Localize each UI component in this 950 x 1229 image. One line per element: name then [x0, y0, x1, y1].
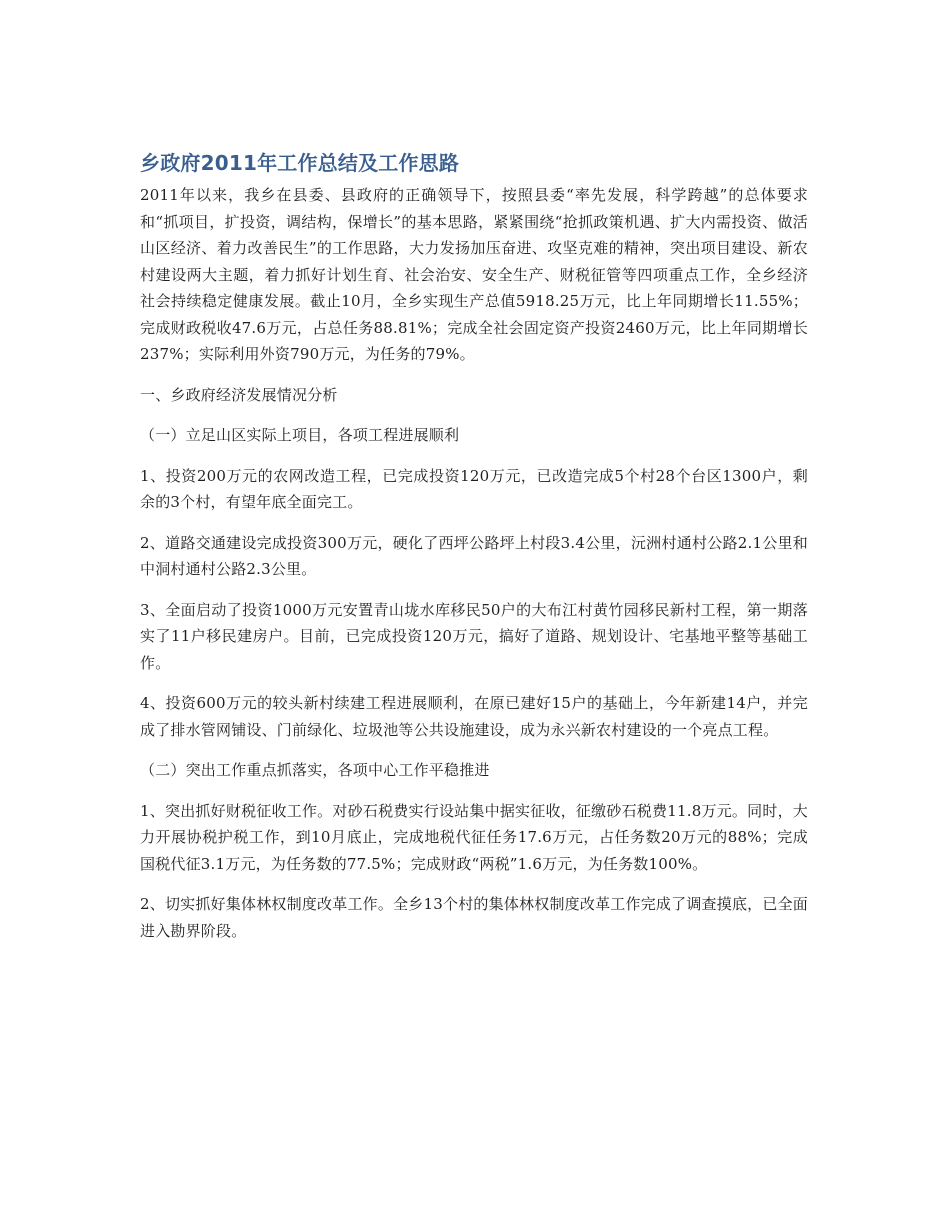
- list-item-resettlement: 3、全面启动了投资1000万元安置青山垅水库移民50户的大布江村黄竹园移民新村工程，第一期落实了11户移民建房户。目前，已完成投资120万元，搞好了道路、规划设计、宅基地平整等基础工作。: [140, 600, 808, 672]
- list-item-roads: 2、道路交通建设完成投资300万元，硬化了西坪公路坪上村段3.4公里，沅洲村通村公路2.1公里和中洞村通村公路2.3公里。: [140, 533, 808, 578]
- document-page: [140, 148, 808, 958]
- list-item-tax: 1、突出抓好财税征收工作。对砂石税费实行设站集中据实征收，征缴砂石税费11.8万元。同时，大力开展协税护税工作，到10月底止，完成地税代征任务17.6万元，占任务数20万元的88%；完成国税代征3.1万元，为任务数的77.5%；完成财政“两税”1.6万元，为任务数100%。: [140, 801, 808, 873]
- document-title: 乡政府2011年工作总结及工作思路: [140, 151, 460, 175]
- list-item-new-village: 4、投资600万元的较头新村续建工程进展顺利，在原已建好15户的基础上，今年新建14户，并完成了排水管网铺设、门前绿化、垃圾池等公共设施建设，成为永兴新农村建设的一个亮点工程。: [140, 694, 808, 739]
- intro-paragraph: 2011年以来，我乡在县委、县政府的正确领导下，按照县委“率先发展，科学跨越”的总体要求和“抓项目，扩投资，调结构，保增长”的基本思路，紧紧围绕“抢抓政策机遇、扩大内需投资、做活山区经济、着力改善民生”的工作思路，大力发扬加压奋进、攻坚克难的精神，突出项目建设、新农村建设两大主题，着力抓好计划生育、社会治安、安全生产、财税征管等四项重点工作，全乡经济社会持续稳定健康发展。截止10月，全乡实现生产总值5918.25万元，比上年同期增长11.55%；完成财政税收47.6万元，占总任务88.81%；完成全社会固定资产投资2460万元，比上年同期增长237%；实际利用外资790万元，为任务的79%。: [140, 186, 808, 363]
- subsection-heading-projects: （一）立足山区实际上项目，各项工程进展顺利: [140, 426, 460, 444]
- subsection-heading-priorities: （二）突出工作重点抓落实，各项中心工作平稳推进: [140, 761, 490, 779]
- section-heading-economy: 一、乡政府经济发展情况分析: [140, 385, 338, 404]
- list-item-power-grid: 1、投资200万元的农网改造工程，已完成投资120万元，已改造完成5个村28个台区1300户，剩余的3个村，有望年底全面完工。: [140, 466, 808, 511]
- list-item-forestry: 2、切实抓好集体林权制度改革工作。全乡13个村的集体林权制度改革工作完成了调查摸底，已全面进入勘界阶段。: [140, 895, 808, 940]
